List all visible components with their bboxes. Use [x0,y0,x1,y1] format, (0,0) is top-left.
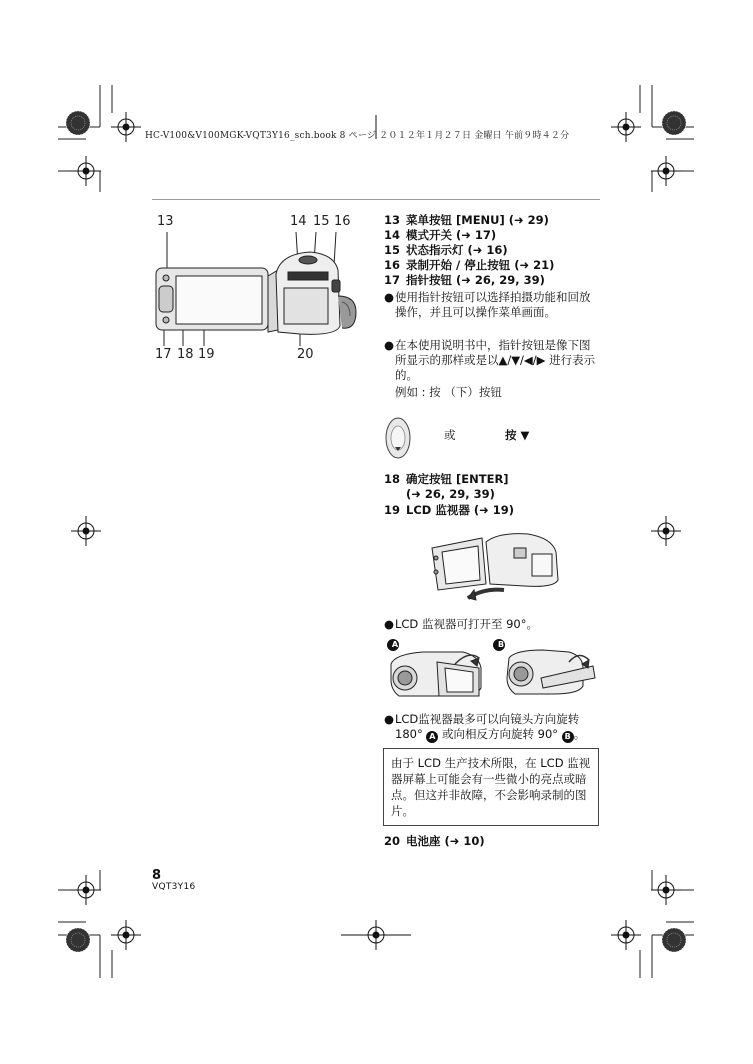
inline-label-b: B [562,731,574,743]
callout-17: 17 [155,347,172,362]
item-19: 19 LCD 监视器 (➜ 19) [384,503,514,517]
callout-16: 16 [334,214,351,229]
bullet-dot: ● [384,290,395,304]
item-18: 18 确定按钮 [ENTER] [384,472,509,486]
lcd-note-box: 由于 LCD 生产技术所限，在 LCD 监视器屏幕上可能会有一些微小的亮点或暗点。但这并非故障，不会影响录制的图片。 [383,748,599,826]
page-number: 8 [152,868,162,883]
item-20: 20 电池座 (➜ 10) [384,834,485,848]
header-rule [152,199,600,200]
item-15: 15 状态指示灯 (➜ 16) [384,243,508,257]
bullet-dot: ● [384,712,395,726]
bullet-lcd-rotate: ● LCD监视器最多可以向镜头方向旋转 180° A 或向相反方向旋转 90° B 。 [384,712,586,741]
bullet-cursor-usage: ● 使用指针按钮可以选择拍摄功能和回放操作，并且可以操作菜单画面。 [384,290,591,319]
example-press-down: 按 ▼ [505,428,530,442]
bullet-dot: ● [384,338,395,352]
bullet-cursor-notation: ● 在本使用说明书中，指针按钮是像下图所显示的那样或是以▲/▼/◀/▶ 进行表示的。 [384,338,596,382]
bullet-lcd-open: ● LCD 监视器可打开至 90°。 [384,617,538,631]
lcd-rotate-illustration [383,638,599,702]
print-info-header: HC-V100&V100MGK-VQT3Y16_sch.book 8 ページ ２０１２年１月２７日 金曜日 午前９時４２分 [145,131,570,141]
callout-13: 13 [157,214,174,229]
label-a-marker: A [391,640,399,649]
cursor-button-icon [385,417,411,459]
inline-label-a: A [426,731,438,743]
item-13: 13 菜单按钮 [MENU] (➜ 29) [384,213,549,227]
example-or: 或 [444,428,456,442]
callout-14: 14 [290,214,307,229]
document-code: VQT3Y16 [152,882,196,892]
item-14: 14 模式开关 (➜ 17) [384,228,497,242]
callout-19: 19 [198,347,215,362]
example-text: 例如 : 按 （下）按钮 [395,385,502,399]
lcd-open-illustration [428,528,568,606]
bullet-dot: ● [384,617,395,631]
item-18-ref: (➜ 26, 29, 39) [406,487,495,501]
callout-18: 18 [177,347,194,362]
label-b-marker: B [497,640,505,649]
callout-15: 15 [313,214,330,229]
camcorder-figure [150,230,360,348]
callout-20: 20 [297,347,314,362]
item-17: 17 指针按钮 (➜ 26, 29, 39) [384,273,545,287]
item-16: 16 录制开始 / 停止按钮 (➜ 21) [384,258,555,272]
